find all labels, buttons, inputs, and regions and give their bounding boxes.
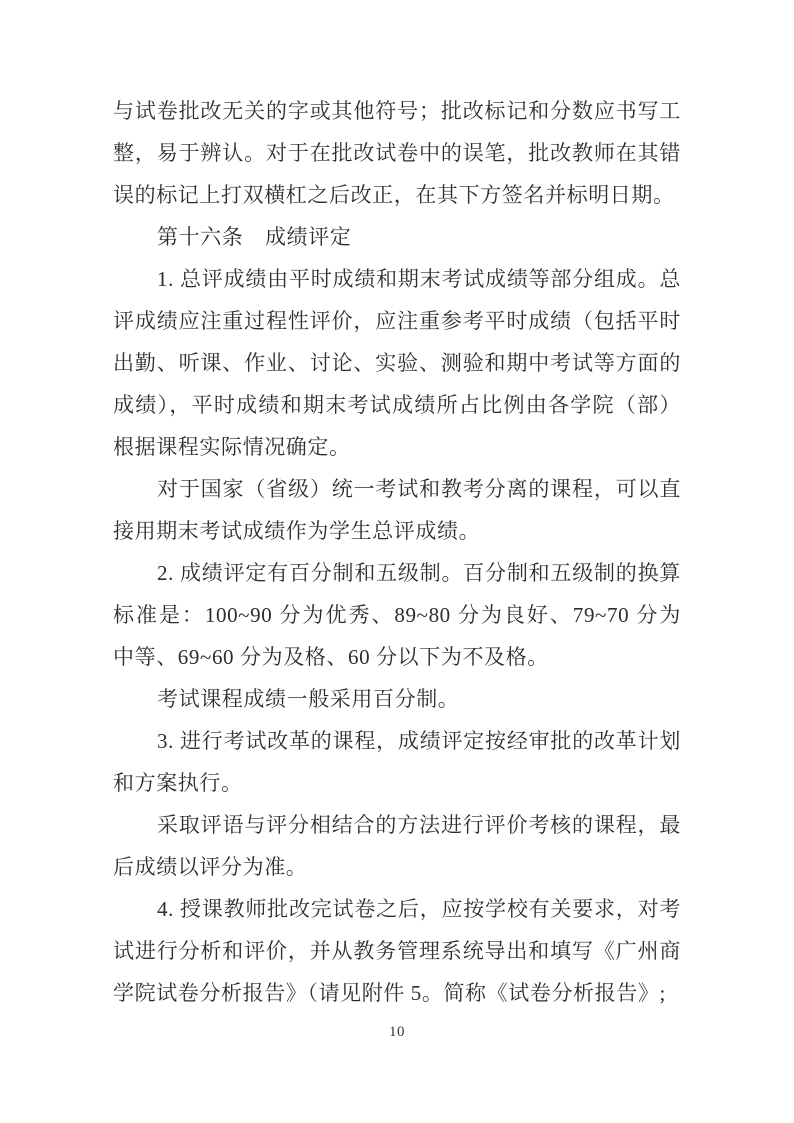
text-line: 试进行分析和评价，并从教务管理系统导出和填写《广州商 <box>113 939 681 963</box>
text-line: 后成绩以评分为准。 <box>113 855 308 879</box>
text-line: 评成绩应注重过程性评价，应注重参考平时成绩（包括平时 <box>113 309 681 333</box>
text-line: 出勤、听课、作业、讨论、实验、测验和期中考试等方面的 <box>113 351 681 375</box>
text-line: 学院试卷分析报告》（请见附件 5。简称《试卷分析报告》; <box>113 981 666 1005</box>
text-line: 接用期末考试成绩作为学生总评成绩。 <box>113 519 481 543</box>
text-line: 整，易于辨认。对于在批改试卷中的误笔，批改教师在其错 <box>113 141 681 165</box>
text-line: 2. 成绩评定有百分制和五级制。百分制和五级制的换算 <box>157 561 681 585</box>
text-line: 3. 进行考试改革的课程，成绩评定按经审批的改革计划 <box>157 729 681 753</box>
text-line: 根据课程实际情况确定。 <box>113 435 351 459</box>
text-line: 标准是：100~90 分为优秀、89~80 分为良好、79~70 分为 <box>113 603 681 627</box>
text-line: 1. 总评成绩由平时成绩和期末考试成绩等部分组成。总 <box>157 267 681 291</box>
page-number: 10 <box>389 1024 405 1040</box>
article-16-heading: 第十六条 成绩评定 <box>157 225 352 249</box>
text-line: 与试卷批改无关的字或其他符号；批改标记和分数应书写工 <box>113 99 681 123</box>
document-body <box>113 90 681 1014</box>
text-line: 考试课程成绩一般采用百分制。 <box>157 687 460 711</box>
text-line: 误的标记上打双横杠之后改正，在其下方签名并标明日期。 <box>113 183 675 207</box>
text-line: 对于国家（省级）统一考试和教考分离的课程，可以直 <box>157 477 681 501</box>
text-line: 4. 授课教师批改完试卷之后，应按学校有关要求，对考 <box>157 897 681 921</box>
text-line: 采取评语与评分相结合的方法进行评价考核的课程，最 <box>157 813 681 837</box>
text-line: 中等、69~60 分为及格、60 分以下为不及格。 <box>113 645 549 669</box>
text-line: 和方案执行。 <box>113 771 243 795</box>
text-line: 成绩），平时成绩和期末考试成绩所占比例由各学院（部） <box>113 393 681 417</box>
